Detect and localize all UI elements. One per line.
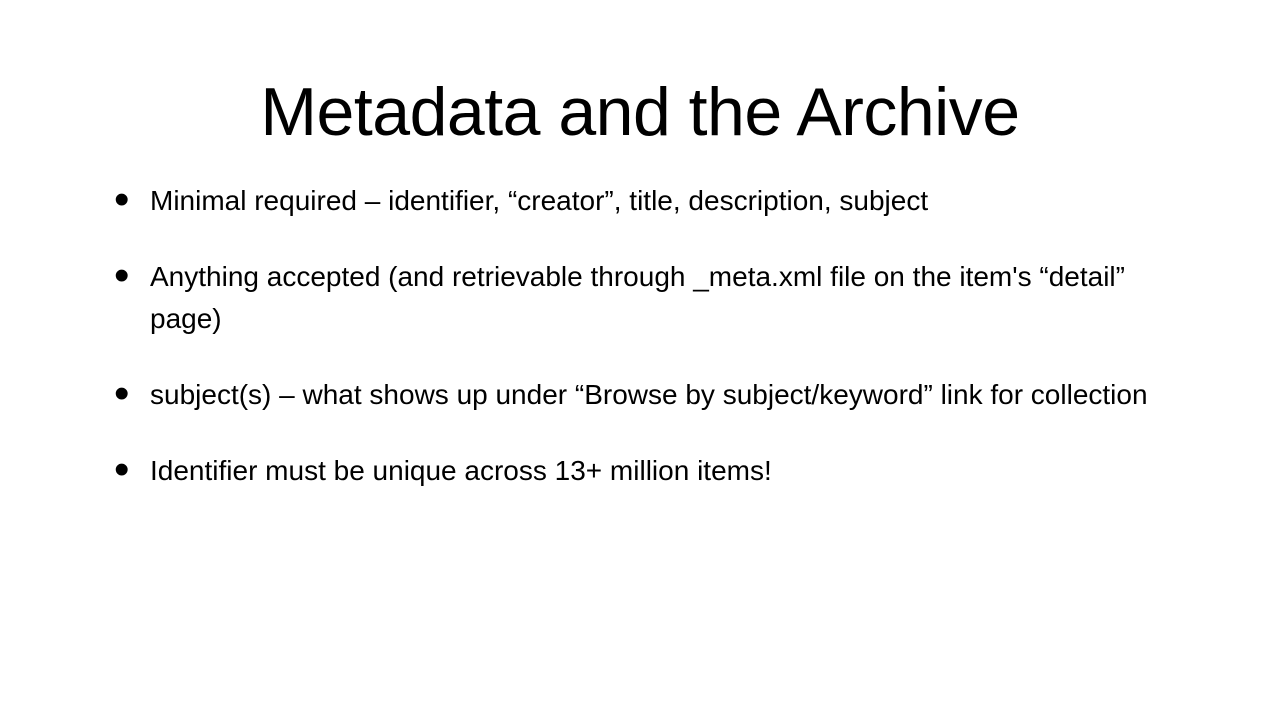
bullet-text: subject(s) – what shows up under “Browse by subject/keyword” link for collection [150,379,1148,410]
bullet-text: Anything accepted (and retrievable through _meta.xml file on the item's “detail” page) [150,261,1125,334]
bullet-icon: • [114,251,130,300]
bullet-list [112,175,1192,526]
bullet-icon: • [114,369,130,418]
bullet-text: Identifier must be unique across 13+ million items! [150,455,772,486]
bullet-item-subjects [112,369,1192,418]
bullet-item-identifier-unique [112,445,1192,494]
bullet-icon: • [114,175,130,224]
slide-title: Metadata and the Archive [260,74,1020,150]
bullet-text: Minimal required – identifier, “creator”, title, description, subject [150,185,929,216]
bullet-item-minimal-required [112,175,1192,224]
bullet-item-anything-accepted [112,251,1192,340]
bullet-icon: • [114,445,130,494]
